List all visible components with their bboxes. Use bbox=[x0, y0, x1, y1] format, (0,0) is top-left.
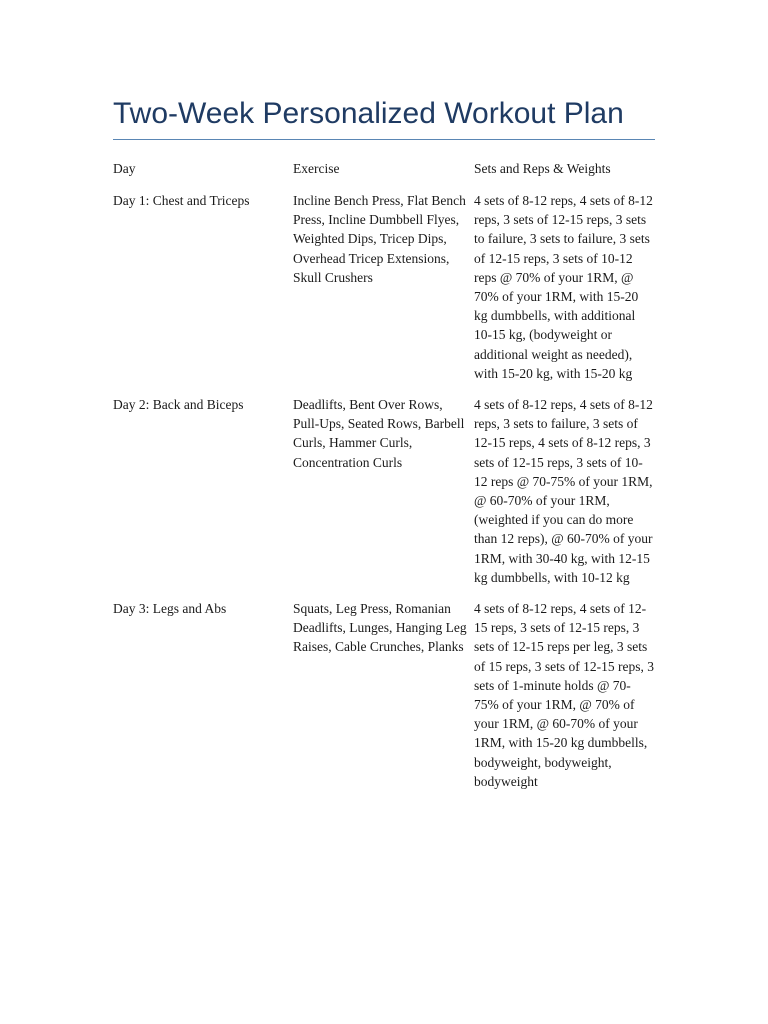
exercise-cell: Incline Bench Press, Flat Bench Press, Incline Dumbbell Flyes, Weighted Dips, Tricep Dips, Overhead Tricep Extensions, Skull Crushers bbox=[293, 193, 466, 285]
table-row-day-1 bbox=[113, 191, 658, 383]
exercise-cell: Deadlifts, Bent Over Rows, Pull-Ups, Seated Rows, Barbell Curls, Hammer Curls, Concentration Curls bbox=[293, 397, 465, 470]
title-underline bbox=[113, 139, 655, 140]
table-row-day-3 bbox=[113, 599, 658, 791]
table-header-row bbox=[113, 158, 658, 191]
day-cell: Day 3: Legs and Abs bbox=[113, 601, 227, 617]
table-row-day-2 bbox=[113, 395, 658, 587]
header-exercise: Exercise bbox=[293, 161, 340, 176]
header-sets-reps-weights: Sets and Reps & Weights bbox=[474, 161, 611, 176]
sets-cell: 4 sets of 8-12 reps, 4 sets of 8-12 reps, 3 sets of 12-15 reps, 3 sets to failure, 3 sets to failure, 3 sets of 12-15 reps, 3 sets of 10-12 reps @ 70% of your 1RM, @ 70% of your 1RM, with 15-20 kg dumbbells, with additional 10-15 kg, (bodyweight or additional weight as needed), with 15-20 kg, with 15-20 kg bbox=[474, 193, 653, 381]
day-cell: Day 1: Chest and Triceps bbox=[113, 193, 250, 208]
sets-cell: 4 sets of 8-12 reps, 4 sets of 8-12 reps, 3 sets to failure, 3 sets of 12-15 reps, 4 sets of 8-12 reps, 3 sets of 12-15 reps, 3 sets of 10-12 reps @ 70-75% of your 1RM, @ 60-70% of your 1RM, (weighted if you can do more than 12 reps), @ 60-70% of your 1RM, with 30-40 kg, with 12-15 kg dumbbells, with 10-12 kg bbox=[474, 397, 653, 585]
header-day: Day bbox=[113, 161, 136, 176]
workout-table bbox=[113, 158, 658, 803]
exercise-cell: Squats, Leg Press, Romanian Deadlifts, Lunges, Hanging Leg Raises, Cable Crunches, Planks bbox=[293, 601, 467, 655]
day-cell: Day 2: Back and Biceps bbox=[113, 397, 244, 413]
sets-cell: 4 sets of 8-12 reps, 4 sets of 12-15 reps, 3 sets of 12-15 reps, 3 sets of 12-15 reps per leg, 3 sets of 15 reps, 3 sets of 12-15 reps, 3 sets of 1-minute holds @ 70-75% of your 1RM, @ 70% of your 1RM, @ 60-70% of your 1RM, with 15-20 kg dumbbells, bodyweight, bodyweight, bodyweight bbox=[474, 601, 654, 789]
document-title: Two-Week Personalized Workout Plan bbox=[113, 97, 624, 130]
